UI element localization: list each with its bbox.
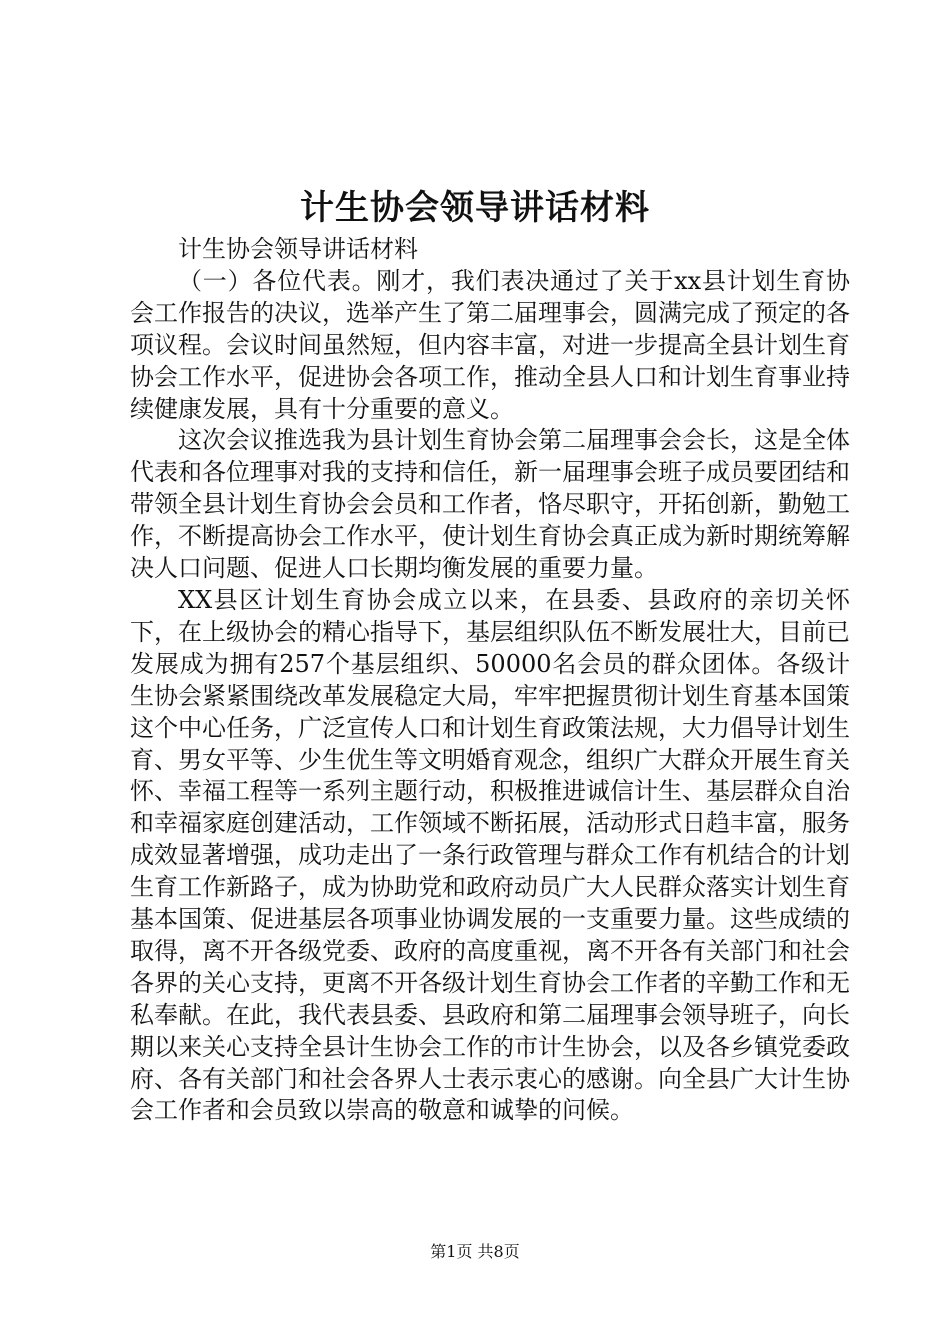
paragraph-achievements: XX县区计划生育协会成立以来，在县委、县政府的亲切关怀下，在上级协会的精心指导下，基层组织队伍不断发展壮大，目前已发展成为拥有257个基层组织、50000名会员的群众团体。各级计生协会紧紧围绕改革发展稳定大局，牢牢把握贯彻计划生育基本国策这个中心任务，广泛宣传人口和计划生育政策法规，大力倡导计划生育、男女平等、少生优生等文明婚育观念，组织广大群众开展生育关怀、幸福工程等一系列主题行动，积极推进诚信计生、基层群众自治和幸福家庭创建活动，工作领域不断拓展，活动形式日趋丰富，服务成效显著增强，成功走出了一条行政管理与群众工作有机结合的计划生育工作新路子，成为协助党和政府动员广大人民群众落实计划生育基本国策、促进基层各项事业协调发展的一支重要力量。这些成绩的取得，离不开各级党委、政府的高度重视，离不开各有关部门和社会各界的关心支持，更离不开各级计划生育协会工作者的辛勤工作和无私奉献。在此，我代表县委、县政府和第二届理事会领导班子，向长期以来关心支持全县计生协会工作的市计生协会，以及各乡镇党委政府、各有关部门和社会各界人士表示衷心的感谢。向全县广大计生协会工作者和会员致以崇高的敬意和诚挚的问候。 xyxy=(130,585,850,1125)
page-number-footer: 第1页 共8页 xyxy=(430,1242,520,1261)
paragraph-opening: （一）各位代表。刚才，我们表决通过了关于xx县计划生育协会工作报告的决议，选举产生了第二届理事会，圆满完成了预定的各项议程。会议时间虽然短，但内容丰富，对进一步提高全县计划生育协会工作水平，促进协会各项工作，推动全县人口和计划生育事业持续健康发展，具有十分重要的意义。 xyxy=(130,266,850,423)
document-title: 计生协会领导讲话材料 xyxy=(300,188,650,228)
document-body xyxy=(130,234,850,1127)
paragraph-election: 这次会议推选我为县计划生育协会第二届理事会会长，这是全体代表和各位理事对我的支持和信任，新一届理事会班子成员要团结和带领全县计划生育协会会员和工作者，恪尽职守，开拓创新，勤勉工作，不断提高协会工作水平，使计划生育协会真正成为新时期统筹解决人口问题、促进人口长期均衡发展的重要力量。 xyxy=(130,426,850,583)
document-subtitle: 计生协会领导讲话材料 xyxy=(178,235,418,263)
